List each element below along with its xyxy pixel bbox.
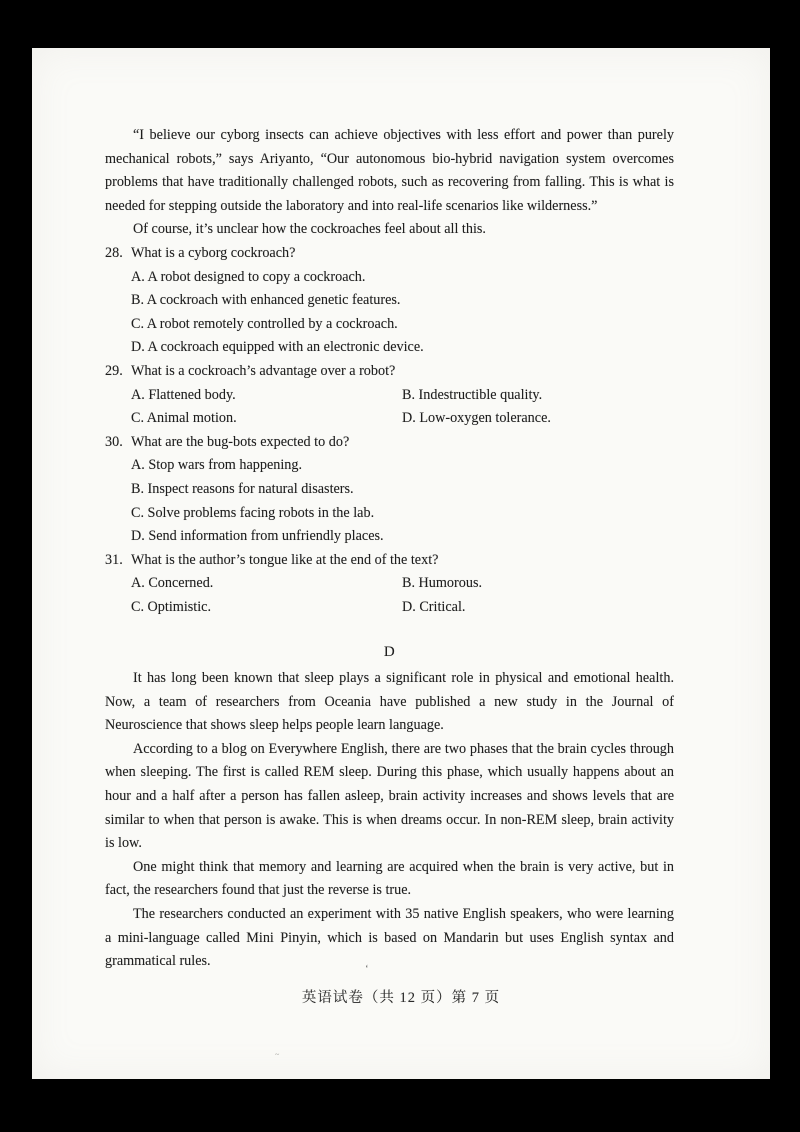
option-30-b: B. Inspect reasons for natural disasters. [131,480,354,497]
exam-page [32,48,770,1079]
passage-c-paragraph-1: “I believe our cyborg insects can achieve objectives with less effort and power than purely mechanical robots,” says Ariyanto, “Our autonomous bio-hybrid navigation system overcomes problems that have traditionally challenged robots, such as recovering from falling. This is what is needed for stepping outside the laboratory and into real-life scenarios like wilderness.” [105,127,674,214]
question-29-body [131,360,674,431]
question-30-number: 30. [105,433,123,450]
section-d-paragraph-2: According to a blog on Everywhere English, there are two phases that the brain cycles through when sleeping. The first is called REM sleep. During this phase, which usually happens about an hour and a half after a person has fallen asleep, brain activity increases and shows levels that are similar to when that person is awake. This is when dreams occur. In non-REM sleep, brain activity is low. [105,740,674,852]
question-28-options [131,266,674,360]
question-31-text: What is the author’s tongue like at the end of the text? [131,551,439,568]
option-31-c: C. Optimistic. [131,598,212,615]
question-28 [105,242,674,360]
option-29-b: B. Indestructible quality. [402,386,543,403]
question-28-text: What is a cyborg cockroach? [131,244,296,261]
question-28-number: 28. [105,244,123,261]
option-28-d: D. A cockroach equipped with an electronic device. [131,339,424,356]
question-31-options [131,572,674,619]
question-30-text: What are the bug-bots expected to do? [131,433,350,450]
page-footer: 英语试卷（共 12 页）第 7 页 [301,990,501,1006]
page-content [105,124,674,974]
option-30-d: D. Send information from unfriendly places. [131,528,384,545]
option-28-a: A. A robot designed to copy a cockroach. [131,268,366,285]
option-28-b: B. A cockroach with enhanced genetic features. [131,292,401,309]
question-29-number: 29. [105,362,123,379]
option-28-c: C. A robot remotely controlled by a cockroach. [131,315,398,332]
question-31 [105,549,674,620]
question-29 [105,360,674,431]
option-29-d: D. Low-oxygen tolerance. [402,410,551,427]
question-28-body [131,242,674,360]
passage-c-paragraph-2: Of course, it’s unclear how the cockroaches feel about all this. [133,221,486,238]
question-31-number: 31. [105,551,123,568]
section-d-paragraph-1: It has long been known that sleep plays a significant role in physical and emotional health. Now, a team of researchers from Oceania have published a new study in the Journal of Neuroscience that shows sleep helps people learn language. [105,670,674,734]
scan-artifact-tick: ‘ [365,963,369,975]
option-31-a: A. Concerned. [131,575,214,592]
section-d-paragraph-4: The researchers conducted an experiment with 35 native English speakers, who were learning a mini-language called Mini Pinyin, which is based on Mandarin but uses English syntax and grammatical rules. [105,906,674,970]
option-29-a: A. Flattened body. [131,386,236,403]
option-30-c: C. Solve problems facing robots in the lab. [131,504,375,521]
scan-artifact-smudge: ~ [275,1050,281,1059]
option-31-b: B. Humorous. [402,575,483,592]
option-30-a: A. Stop wars from happening. [131,457,303,474]
question-29-text: What is a cockroach’s advantage over a robot? [131,362,396,379]
question-30-options [131,454,674,548]
question-29-options [131,384,674,431]
section-d-paragraph-3: One might think that memory and learning are acquired when the brain is very active, but in fact, the researchers found that just the reverse is true. [105,858,674,899]
question-31-body [131,549,674,620]
section-d-label: D [383,644,396,661]
question-30-body [131,431,674,549]
option-31-d: D. Critical. [402,598,466,615]
question-30 [105,431,674,549]
option-29-c: C. Animal motion. [131,410,237,427]
